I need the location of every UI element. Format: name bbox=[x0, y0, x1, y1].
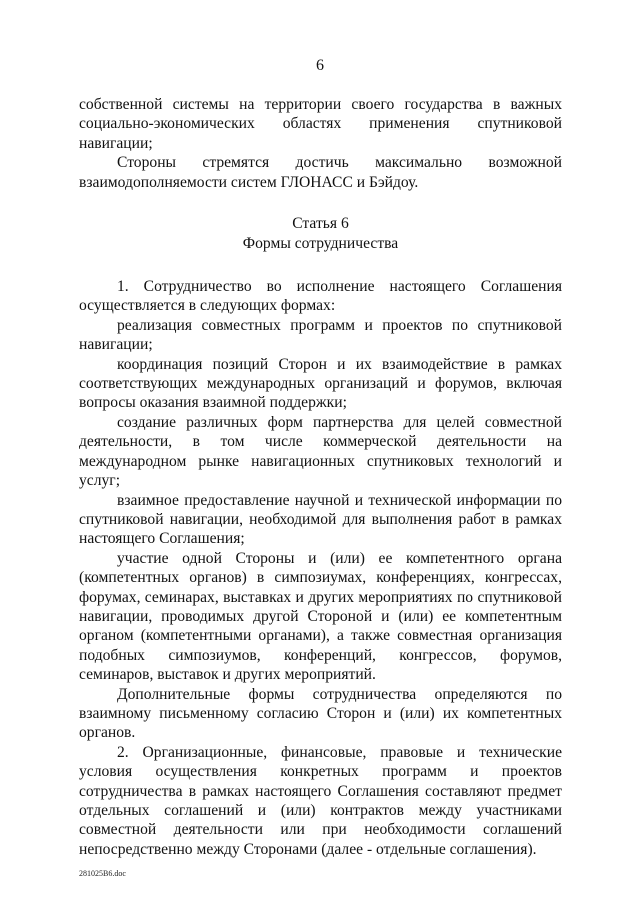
list-item-events-participation: участие одной Стороны и (или) ее компетентного органа (компетентных органов) в симпозиумах, конференциях, конгрессах, форумах, семинарах, выставках и других мероприятиях по спутниковой навигации, проводимых другой Стороной и (или) ее компетентным органом (компетентными органами), а также совместная организация подобных симпозиумов, конференций, конгрессов, форумов, семинаров, выставок и других мероприятий. bbox=[79, 549, 562, 684]
paragraph-continuation: собственной системы на территории своего государства в важных социально-экономических областях применения спутниковой навигации; bbox=[79, 96, 562, 152]
list-item-coordination: координация позиций Сторон и их взаимодействие в рамках соответствующих международных организаций и форумов, включая вопросы оказания взаимной поддержки; bbox=[79, 355, 562, 412]
document-body bbox=[79, 95, 562, 859]
list-item-partnership: создание различных форм партнерства для целей совместной деятельности, в том числе коммерческой деятельности на международном рынке навигационных спутниковых технологий и услуг; bbox=[79, 413, 562, 490]
paragraph-parties-complementarity: Стороны стремятся достичь максимально возможной взаимодополняемости систем ГЛОНАСС и Бэйдоу. bbox=[79, 154, 562, 191]
list-item-information-exchange: взаимное предоставление научной и технической информации по спутниковой навигации, необходимой для выполнения работ в рамках настоящего Соглашения; bbox=[79, 491, 562, 548]
page-number: 6 bbox=[316, 57, 324, 74]
paragraph-clause-1: 1. Сотрудничество во исполнение настоящего Соглашения осуществляется в следующих формах: bbox=[79, 278, 562, 315]
article-number: Статья 6 bbox=[292, 215, 349, 233]
paragraph-additional-forms: Дополнительные формы сотрудничества определяются по взаимному письменному согласию Сторон и (или) их компетентных органов. bbox=[79, 685, 562, 742]
paragraph-clause-2: 2. Организационные, финансовые, правовые и технические условия осуществления конкретных программ и проектов сотрудничества в рамках настоящего Соглашения составляют предмет отдельных соглашений и (или) контрактов между участниками совместной деятельности или при необходимости соглашений непосредственно между Сторонами (далее - отдельные соглашения). bbox=[79, 743, 562, 858]
article-title: Формы сотрудничества bbox=[242, 235, 399, 253]
list-item-joint-programs: реализация совместных программ и проектов по спутниковой навигации; bbox=[79, 316, 562, 354]
footer-filename: 281025B6.doc bbox=[79, 869, 126, 878]
